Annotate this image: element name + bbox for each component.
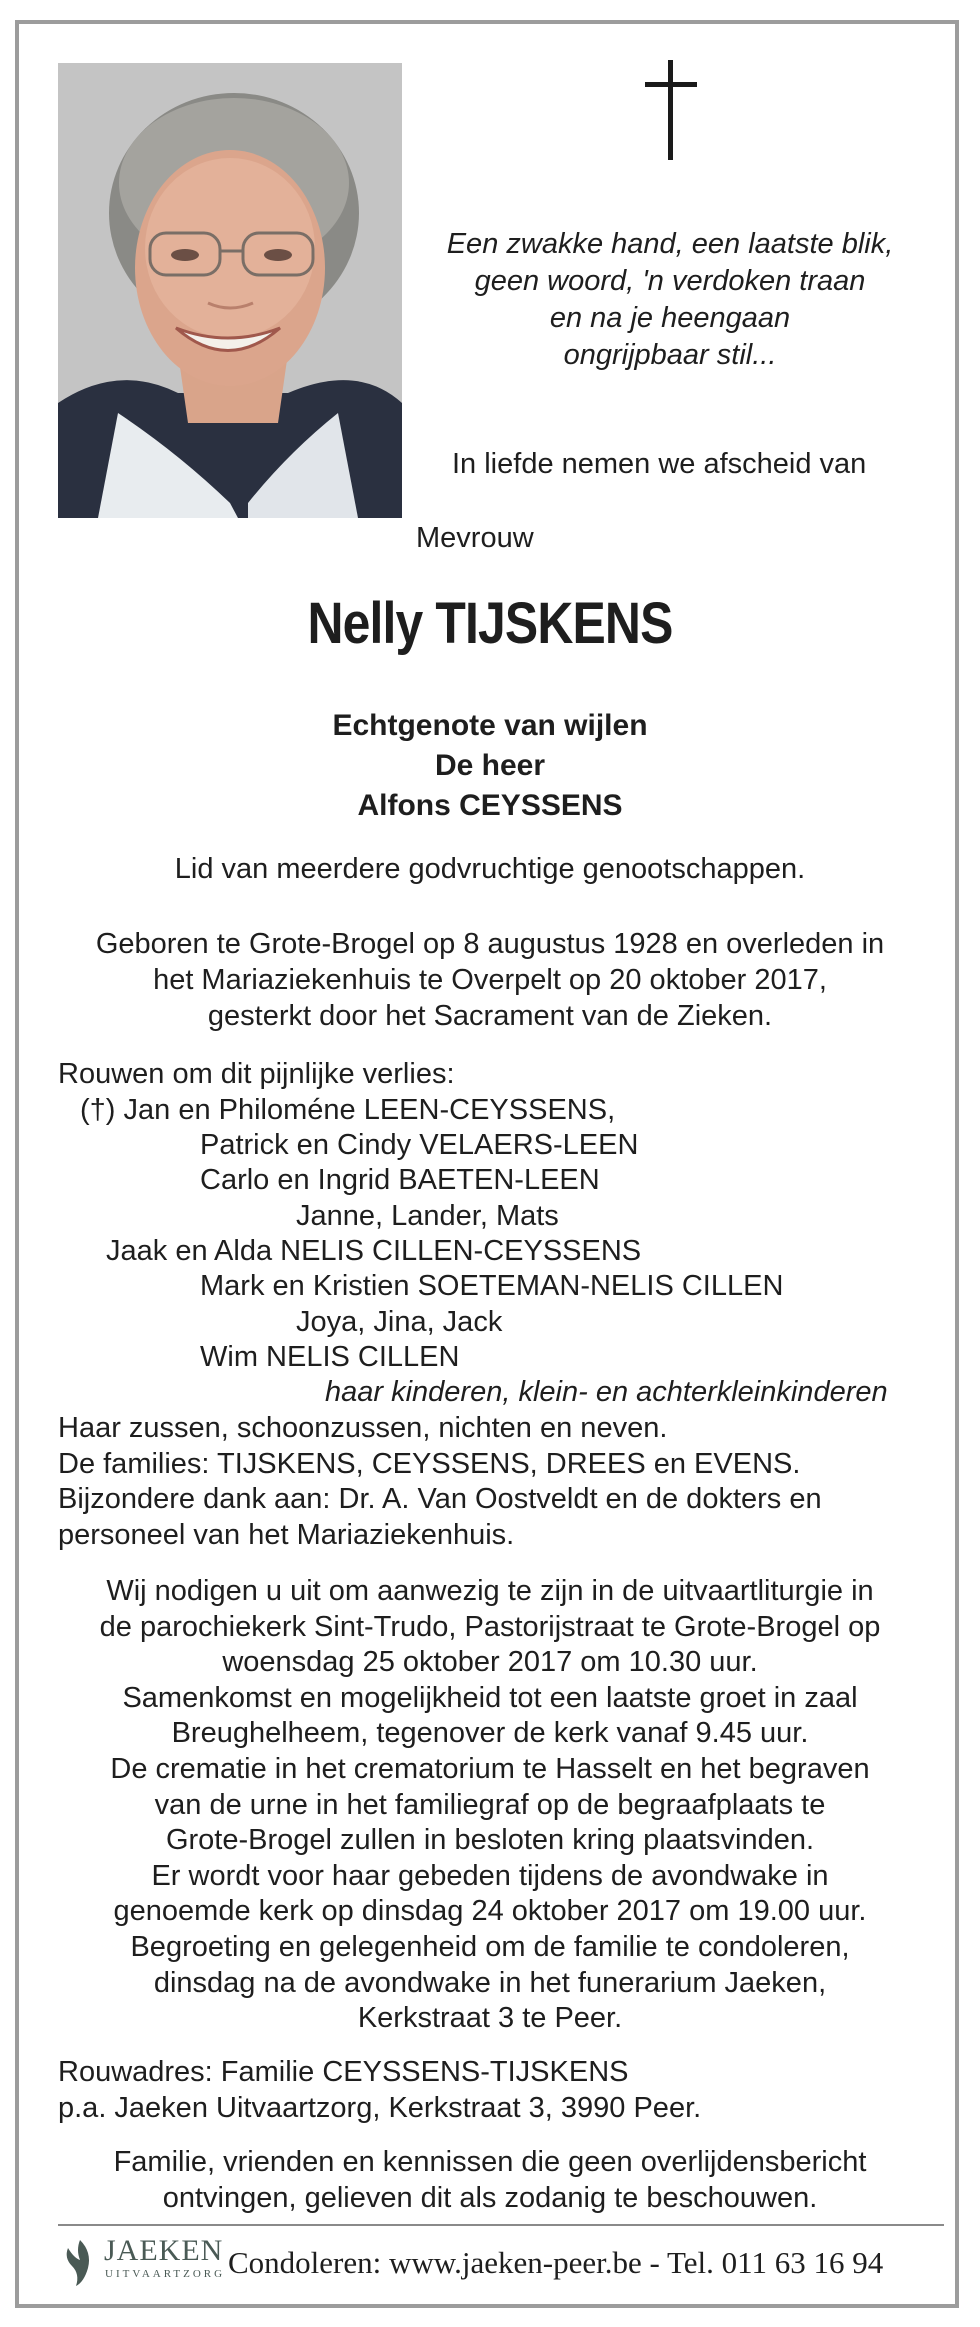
ceremony-line: Breughelheem, tegenover de kerk vanaf 9.45 uur.	[171, 1717, 809, 1750]
ceremony-line: genoemde kerk op dinsdag 24 oktober 2017 om 19.00 uur.	[113, 1895, 867, 1928]
ceremony-line: Begroeting en gelegenheid om de familie te condoleren,	[130, 1930, 850, 1963]
spouse-line: De heer	[434, 749, 546, 782]
ceremony-line: dinsdag na de avondwake in het funerarium Jaeken,	[153, 1966, 827, 1999]
membership: Lid van meerdere godvruchtige genootschappen.	[174, 853, 806, 885]
poem-line: en na je heengaan	[549, 302, 791, 334]
ceremony-line: Kerkstraat 3 te Peer.	[357, 2002, 623, 2035]
ceremony-line: De crematie in het crematorium te Hasselt en het begraven	[110, 1752, 870, 1785]
mourners-intro: Rouwen om dit pijnlijke verlies:	[58, 1058, 455, 1090]
mourner-line: Patrick en Cindy VELAERS-LEEN	[200, 1129, 639, 1161]
spouse-block	[0, 706, 980, 826]
mourner-line: Wim NELIS CILLEN	[200, 1341, 460, 1373]
portrait-photo	[58, 63, 402, 518]
salutation: Mevrouw	[416, 522, 534, 554]
cross-icon	[641, 60, 701, 160]
mourner-line: Joya, Jina, Jack	[296, 1306, 503, 1338]
logo-subtitle: UITVAARTZORG	[105, 2268, 226, 2280]
ceremony-line: woensdag 25 oktober 2017 om 10.30 uur.	[222, 1646, 758, 1679]
dove-icon	[62, 2238, 98, 2288]
birth-death	[0, 926, 980, 1034]
ceremony-block	[0, 1574, 980, 2037]
mourner-line: Mark en Kristien SOETEMAN-NELIS CILLEN	[200, 1270, 784, 1302]
poem	[420, 226, 920, 374]
ceremony-line: van de urne in het familiegraf op de begraafplaats te	[154, 1788, 826, 1821]
poem-line: geen woord, 'n verdoken traan	[474, 265, 866, 297]
mourner-line: Jaak en Alda NELIS CILLEN-CEYSSENS	[106, 1235, 642, 1267]
closing-line: ontvingen, gelieven dit als zodanig te beschouwen.	[162, 2182, 818, 2214]
footer-divider	[58, 2224, 944, 2226]
ceremony-line: Er wordt voor haar gebeden tijdens de avondwake in	[151, 1859, 829, 1892]
mourner-line: (†) Jan en Philoméne LEEN-CEYSSENS,	[80, 1094, 616, 1126]
poem-line: Een zwakke hand, een laatste blik,	[446, 228, 894, 260]
deceased-name: Nelly TIJSKENS	[307, 591, 673, 656]
intro-text: In liefde nemen we afscheid van	[452, 448, 867, 480]
closing-line: Familie, vrienden en kennissen die geen overlijdensbericht	[113, 2146, 867, 2178]
family-line: De families: TIJSKENS, CEYSSENS, DREES en EVENS.	[58, 1447, 801, 1480]
ceremony-line: de parochiekerk Sint-Trudo, Pastorijstraat te Grote-Brogel op	[99, 1610, 881, 1643]
address-block	[58, 2054, 701, 2126]
family-line: Haar zussen, schoonzussen, nichten en neven.	[58, 1412, 668, 1444]
spouse-line: Echtgenote van wijlen	[332, 709, 648, 742]
mourner-line: Carlo en Ingrid BAETEN-LEEN	[200, 1164, 600, 1196]
condolence-contact: Condoleren: www.jaeken-peer.be - Tel. 011 63 16 94	[228, 2245, 884, 2280]
mourner-line: Janne, Lander, Mats	[296, 1200, 559, 1232]
family-line: Bijzondere dank aan: Dr. A. Van Oostveldt en de dokters en	[58, 1483, 822, 1515]
address-line: p.a. Jaeken Uitvaartzorg, Kerkstraat 3, 3990 Peer.	[58, 2092, 702, 2124]
poem-line: ongrijpbaar stil...	[563, 339, 777, 371]
logo-name: JAEKEN	[104, 2234, 224, 2267]
funeral-home-logo	[58, 2232, 228, 2294]
birth-death-line: het Mariaziekenhuis te Overpelt op 20 oktober 2017,	[153, 964, 827, 996]
ceremony-line: Wij nodigen u uit om aanwezig te zijn in de uitvaartliturgie in	[106, 1575, 874, 1607]
birth-death-line: Geboren te Grote-Brogel op 8 augustus 1928 en overleden in	[95, 928, 885, 960]
closing-note	[0, 2144, 980, 2216]
ceremony-line: Samenkomst en mogelijkheid tot een laatste groet in zaal	[122, 1681, 858, 1714]
birth-death-line: gesterkt door het Sacrament van de Zieken.	[207, 1000, 773, 1032]
mourners-caption: haar kinderen, klein- en achterkleinkinderen	[325, 1376, 888, 1408]
spouse-line: Alfons CEYSSENS	[357, 789, 623, 822]
address-line: Rouwadres: Familie CEYSSENS-TIJSKENS	[58, 2056, 629, 2088]
family-line: personeel van het Mariaziekenhuis.	[58, 1518, 515, 1551]
ceremony-line: Grote-Brogel zullen in besloten kring plaatsvinden.	[165, 1824, 815, 1857]
family-lines	[58, 1411, 822, 1553]
